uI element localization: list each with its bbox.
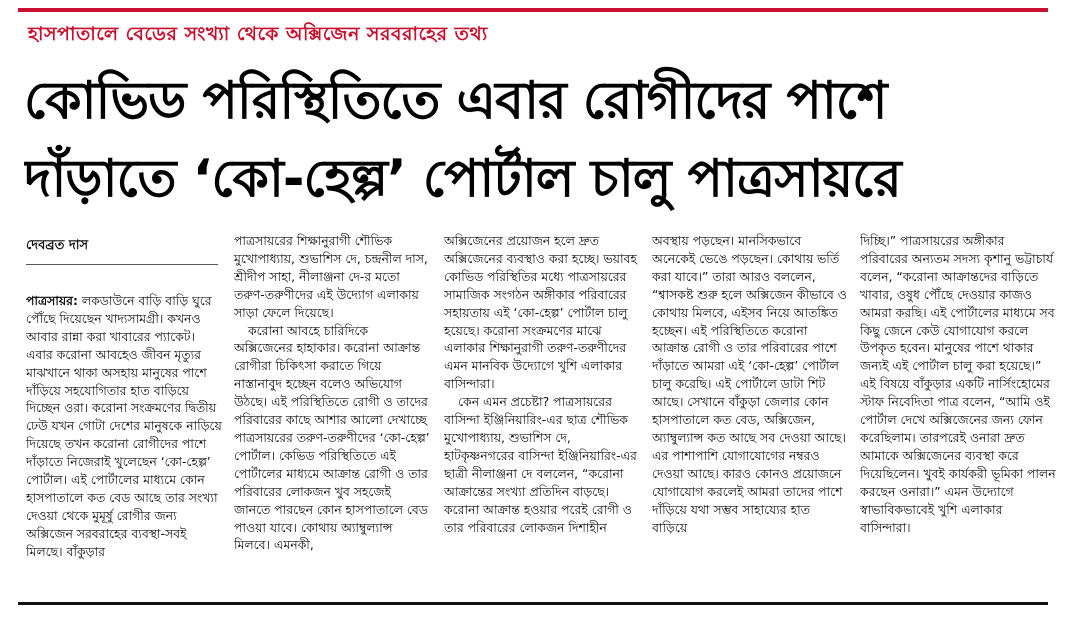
headline-line-2: দাঁড়াতে ‘কো-হেল্প’ পোর্টাল চালু পাত্রসায়রে [24, 149, 901, 209]
article-column-4 [652, 232, 848, 590]
byline-divider [26, 264, 218, 265]
article-column-5 [860, 232, 1056, 590]
paragraph: অক্সিজেনের প্রয়োজন হলে দ্রুত অক্সিজেনের ব্যবস্থাও করা হচ্ছে। ভয়াবহ কোভিড পরিস্থিতির মধ্যে পাত্রসায়রের সামাজিক সংগঠন অঙ্গীকার পরিবারের সহায়তায় এই ‘কো-হেল্প’ পোর্টাল চালু হয়েছে। করোনা সংক্রমণের মাঝে এলাকার শিক্ষানুরাগী তরুণ-তরুণীদের এমন মানবিক উদ্যোগে খুশি এলাকার বাসিন্দারা। [444, 233, 637, 392]
bottom-rule [18, 602, 1048, 605]
paragraph: অবস্থায় পড়ছেন। মানসিকভাবে অনেকেই ভেঙে পড়ছেন। কোথায় ভর্তি করা যাবে।” তারা আরও বললেন, “শ্বাসকষ্ট শুরু হলে অক্সিজেন কীভাবে ও কোথায় মিলবে, এইসব নিয়ে আতঙ্কিত হচ্ছেন। এই পরিস্থিতিতে করোনা আক্রান্ত রোগী ও তার পরিবারের পাশে দাঁড়াতে আমরা এই ‘কো-হেল্প’ পোর্টাল চালু করেছি। এই পোর্টালে ডাটা শিট আছে। সেখানে বাঁকুড়া জেলার কোন হাসপাতালে কত বেড, অক্সিজেন, অ্যাম্বুল্যান্স কত আছে সব দেওয়া আছে। এর পাশাপাশি যোগাযোগের নম্বরও দেওয়া আছে। কারও কোনও প্রয়োজনে যোগাযোগ করলেই আমরা তাদের পাশে দাঁড়িয়ে যথা সম্ভব সাহায্যের হাত বাড়িয়ে [652, 233, 847, 535]
article-column-2 [234, 232, 430, 590]
top-red-rule [18, 8, 1048, 12]
article-column-1 [26, 292, 222, 590]
paragraph: দিচ্ছি।” পাত্রসায়রের অঙ্গীকার পরিবারের অন্যতম সদস্য কৃশানু ভট্টাচার্য বলেন, “করোনা আক্রান্তদের বাড়িতে খাবার, ওষুধ পৌঁছে দেওয়ার কাজও আমরা করছি। এই পোর্টালের মাধ্যমে সব কিছু জেনে কেউ যোগাযোগ করলে উপকৃত হবেন। মানুষের পাশে থাকার জন্যই এই পোর্টাল চালু করা হয়েছে।” এই বিষয়ে বাঁকুড়ার একটি নার্সিংহোমের স্টাফ নিবেদিতা পাত্র বলেন, “আমি ওই পোর্টাল দেখে অক্সিজেনের জন্য ফোন করেছিলাম। তারপরেই ওনারা দ্রুত আমাকে অক্সিজেনের ব্যবস্থা করে দিয়েছিলেন। খুবই কার্যকরী ভূমিকা পালন করছেন ওনারা।” এমন উদ্যোগে স্বাভাবিকভাবেই খুশি এলাকার বাসিন্দারা। [860, 233, 1056, 535]
byline: দেবব্রত দাস [26, 238, 89, 253]
paragraph: কেন এমন প্রচেষ্টা? পাত্রসায়রের বাসিন্দা ইঞ্জিনিয়ারিং-এর ছাত্র শৌভিক মুখোপাধ্যায়, শুভাশিস দে, হাটকৃষ্ণনগরের বাসিন্দা ইঞ্জিনিয়ারিং-এর ছাত্রী নীলাঞ্জনা দে বললেন, “করোনা আক্রান্তের সংখ্যা প্রতিদিন বাড়ছে। করোনা আক্রান্ত হওয়ার পরেই রোগী ও তার পরিবারের লোকজন দিশাহীন [444, 394, 637, 535]
paragraph [26, 292, 222, 561]
headline-line-1: কোভিড পরিস্থিতিতে এবার রোগীদের পাশে [24, 71, 887, 131]
paragraph-text: লকডাউনে বাড়ি বাড়ি ঘুরে পৌঁছে দিয়েছেন খাদ্যসামগ্রী। কখনও আবার রান্না করা খাবারের প্যাকেট। এবার করোনা আবহেও জীবন মৃত্যুর মাঝখানে থাকা অসহায় মানুষের পাশে দাঁড়িয়ে সহযোগিতার হাত বাড়িয়ে দিচ্ছেন ওরা। করোনা সংক্রমণের দ্বিতীয় ঢেউ যখন গোটা দেশের মানুষকে নাড়িয়ে দিয়েছে তখন করোনা রোগীদের পাশে দাঁড়াতে নিজেরাই খুলেছেন ‘কো-হেল্প’ পোর্টাল। এই পোর্টালের মাধ্যমে কোন হাসপাতালে কত বেড আছে তার সংখ্যা দেওয়া থেকে মুমূর্ষু রোগীর জন্য অক্সিজেন সরবরাহের ব্যবস্থা-সবই মিলছে। বাঁকুড়ার [26, 293, 222, 559]
paragraph: পাত্রসায়রের শিক্ষানুরাগী শৌভিক মুখোপাধ্যায়, শুভাশিস দে, চন্দ্রনীল দাস, শ্রীদীপ সাহা, নীলাঞ্জনা দে-র মতো তরুণ-তরুণীদের এই উদ্যোগ এলাকায় সাড়া ফেলে দিয়েছে। [234, 233, 428, 320]
article-column-3 [444, 232, 640, 590]
paragraph: করোনা আবহে চারিদিকে অক্সিজেনের হাহাকার। করোনা আক্রান্ত রোগীরা চিকিৎসা করাতে গিয়ে নাস্তানাবুদ হচ্ছেন বলেও অভিযোগ উঠছে। এই পরিস্থিতিতে রোগী ও তাদের পরিবারের কাছে আশার আলো দেখাচ্ছে পাত্রসায়রের তরুণ-তরুণীদের ‘কো-হেল্প’ পোর্টাল। কেভিড পরিস্থিতিতে এই পোর্টালের মাধ্যমে আক্রান্ত রোগী ও তার পরিবারের লোকজন খুব সহজেই জানতে পারছেন কোন হাসপাতালে বেড পাওয়া যাবে। কোথায় অ্যাম্বুল্যান্স মিলবে। এমনকী, [234, 322, 430, 553]
headline [24, 62, 1048, 218]
dateline: পাত্রসায়র: [26, 293, 78, 308]
kicker: হাসপাতালে বেডের সংখ্যা থেকে অক্সিজেন সরবরাহের তথ্য [28, 23, 488, 45]
